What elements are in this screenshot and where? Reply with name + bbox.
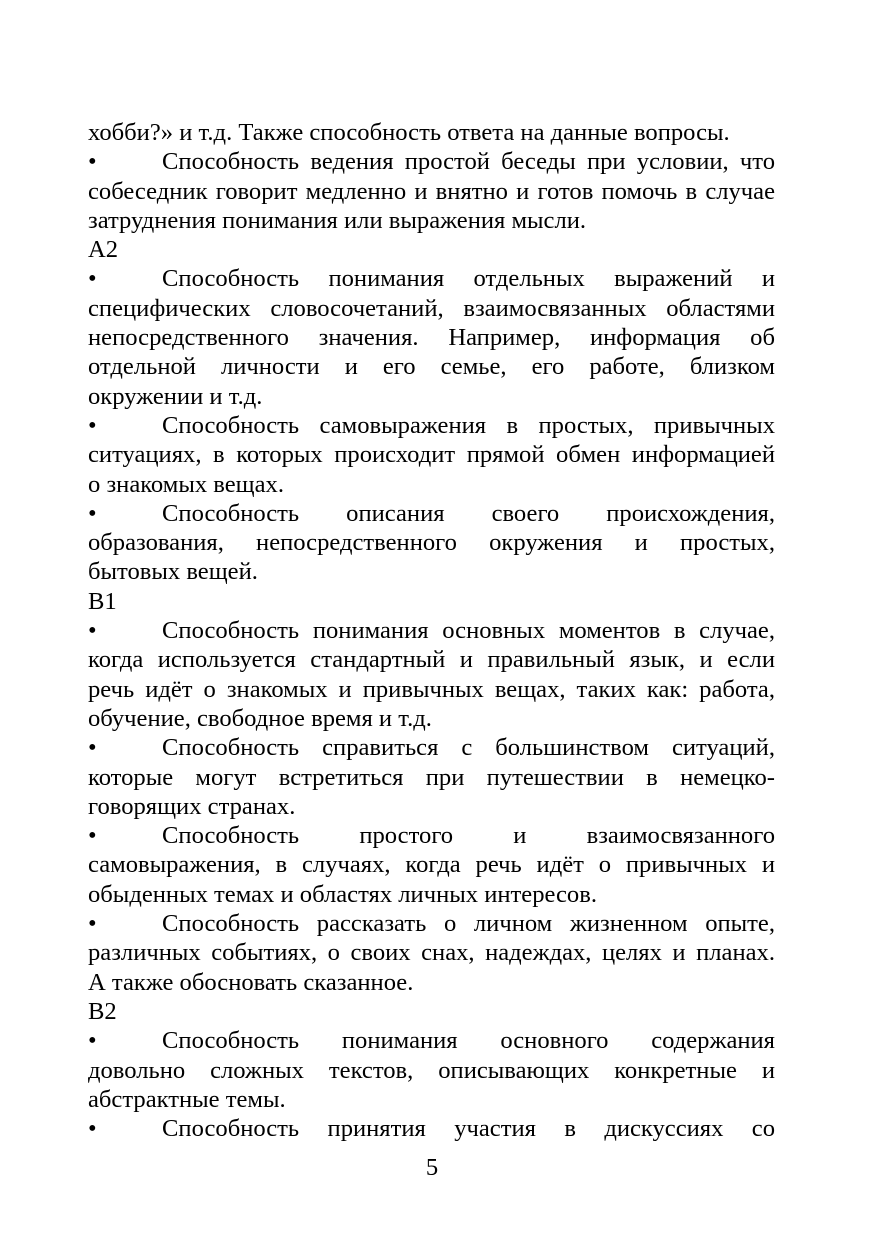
text-line — [88, 411, 775, 440]
bullet-marker: • — [88, 734, 97, 762]
text-line: речь идёт о знакомых и привычных вещах, таких как: работа, — [88, 675, 775, 703]
line-text: Способность справиться с большинством ситуаций, — [162, 734, 775, 762]
text-line: затруднения понимания или выражения мысли. — [88, 206, 587, 234]
text-line: обучение, свободное время и т.д. — [88, 704, 432, 732]
line-text: Способность рассказать о личном жизненном опыте, — [162, 910, 775, 938]
text-line — [88, 1026, 775, 1055]
text-line: абстрактные темы. — [88, 1085, 286, 1113]
text-line — [88, 616, 775, 645]
text-line: различных событиях, о своих снах, надеждах, целях и планах. — [88, 939, 775, 967]
text-line: отдельной личности и его семье, его работе, близком — [88, 353, 775, 381]
bullet-marker: • — [88, 265, 97, 293]
list-item — [88, 733, 775, 821]
text-line: специфических словосочетаний, взаимосвязанных областями — [88, 294, 775, 322]
text-line — [88, 909, 775, 938]
list-item — [88, 499, 775, 587]
line-text: Способность понимания отдельных выражений и — [162, 265, 775, 293]
text-line: когда используется стандартный и правильный язык, и если — [88, 646, 775, 674]
page-text — [88, 118, 775, 1143]
list-item — [88, 1026, 775, 1114]
line-text: Способность принятия участия в дискуссиях со — [162, 1115, 775, 1143]
line-text: Способность понимания основных моментов в случае, — [162, 617, 775, 645]
text-line: А также обосновать сказанное. — [88, 968, 414, 996]
text-line — [88, 821, 775, 850]
text-line: ситуациях, в которых происходит прямой обмен информацией — [88, 441, 775, 469]
text-line: обыденных темах и областях личных интересов. — [88, 880, 597, 908]
line-text: Способность понимания основного содержания — [162, 1027, 775, 1055]
text-line: непосредственного значения. Например, информация об — [88, 324, 775, 352]
text-line: бытовых вещей. — [88, 558, 258, 586]
line-text: Способность ведения простой беседы при условии, что — [162, 148, 775, 176]
bullet-marker: • — [88, 1027, 97, 1055]
bullet-marker: • — [88, 499, 97, 527]
level-heading: В2 — [88, 997, 117, 1025]
text-line: собеседник говорит медленно и внятно и готов помочь в случае — [88, 177, 775, 205]
bullet-marker: • — [88, 1115, 97, 1143]
list-item — [88, 821, 775, 909]
list-item — [88, 1114, 775, 1143]
text-line: довольно сложных текстов, описывающих конкретные и — [88, 1056, 775, 1084]
level-heading: В1 — [88, 587, 117, 615]
bullet-marker: • — [88, 411, 97, 439]
text-line: говорящих странах. — [88, 792, 296, 820]
line-text: Способность самовыражения в простых, привычных — [162, 411, 775, 439]
list-item — [88, 411, 775, 499]
text-line — [88, 733, 775, 762]
text-line: о знакомых вещах. — [88, 470, 284, 498]
text-line — [88, 264, 775, 293]
line-text: Способность описания своего происхождения, — [162, 499, 775, 527]
bullet-marker: • — [88, 822, 97, 850]
text-line: хобби?» и т.д. Также способность ответа на данные вопросы. — [88, 119, 730, 146]
paragraph-continuation — [88, 118, 775, 147]
text-line: образования, непосредственного окружения и простых, — [88, 529, 775, 557]
text-line — [88, 499, 775, 528]
text-line: окружении и т.д. — [88, 382, 263, 410]
text-line: самовыражения, в случаях, когда речь идёт о привычных и — [88, 851, 775, 879]
list-item — [88, 909, 775, 997]
bullet-marker: • — [88, 148, 97, 176]
text-line — [88, 1114, 775, 1143]
text-line — [88, 147, 775, 176]
list-item — [88, 147, 775, 235]
bullet-marker: • — [88, 910, 97, 938]
page-number: 5 — [425, 1154, 439, 1181]
bullet-marker: • — [88, 617, 97, 645]
list-item — [88, 264, 775, 410]
level-heading: А2 — [88, 236, 119, 264]
line-text: Способность простого и взаимосвязанного — [162, 822, 775, 850]
list-item — [88, 616, 775, 733]
text-line: которые могут встретиться при путешествии в немецко- — [88, 763, 775, 791]
